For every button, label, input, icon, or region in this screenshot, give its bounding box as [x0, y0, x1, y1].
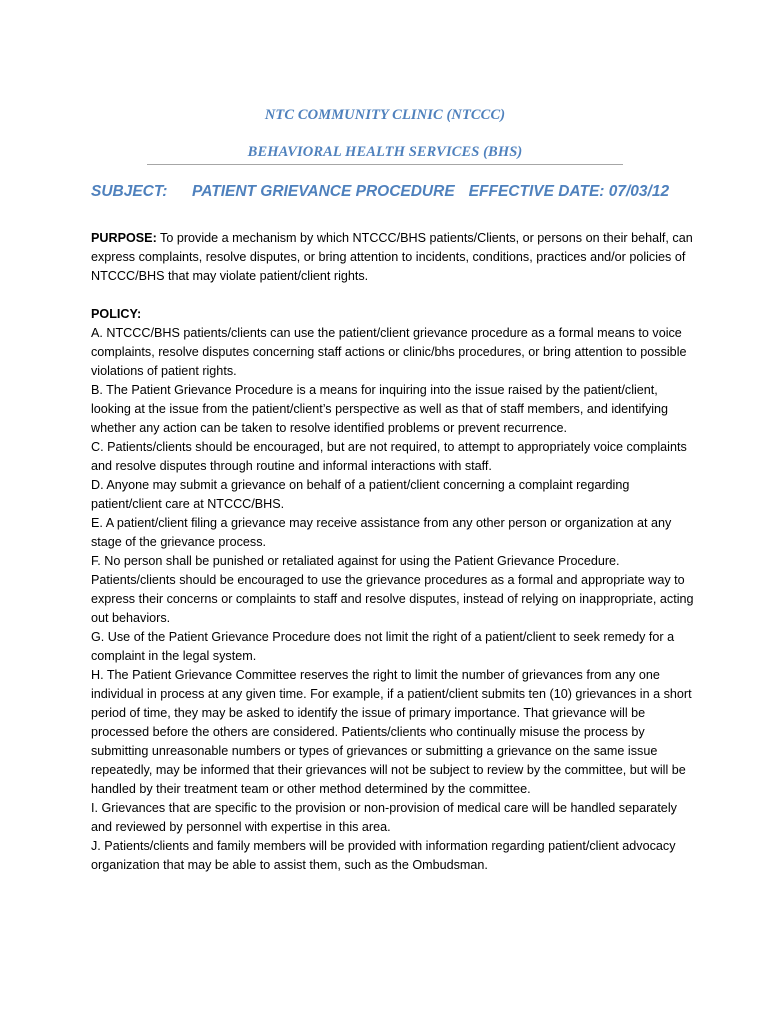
policy-section — [91, 305, 696, 875]
purpose-paragraph — [91, 229, 696, 286]
purpose-text: To provide a mechanism by which NTCCC/BHS patients/Clients, or persons on their behalf, can express complaints, resolve disputes, or bring attention to incidents, conditions, practices and/or policies of NTCCC/BHS that may violate patient/client rights. — [91, 231, 693, 283]
subject-label: SUBJECT: — [91, 183, 168, 200]
policy-item-b: B. The Patient Grievance Procedure is a means for inquiring into the issue raised by the patient/client, looking at the issue from the patient/client’s perspective as well as that of staff members, and identifying whether any action can be taken to resolve identified problems or prevent recurrence. — [91, 383, 669, 435]
policy-item-e: E. A patient/client filing a grievance may receive assistance from any other person or organization at any stage of the grievance process. — [91, 516, 672, 549]
policy-item-d: D. Anyone may submit a grievance on behalf of a patient/client concerning a complaint regarding patient/client care at NTCCC/BHS. — [91, 478, 630, 511]
policy-item-f: F. No person shall be punished or retaliated against for using the Patient Grievance Procedure. Patients/clients should be encouraged to use the grievance procedures as a formal and appropriate way to express their concerns or complaints to staff and resolve disputes, instead of relying on inappropriate, acting out behaviors. — [91, 554, 694, 625]
header-divider — [147, 164, 623, 165]
policy-item-j: J. Patients/clients and family members will be provided with information regarding patient/client advocacy organization that may be able to assist them, such as the Ombudsman. — [91, 839, 676, 872]
effective-date: EFFECTIVE DATE: 07/03/12 — [468, 183, 670, 200]
policy-label: POLICY: — [91, 307, 142, 321]
policy-item-g: G. Use of the Patient Grievance Procedure does not limit the right of a patient/client to seek remedy for a complaint in the legal system. — [91, 630, 675, 663]
policy-item-c: C. Patients/clients should be encouraged, but are not required, to attempt to appropriately voice complaints and resolve disputes through routine and informal interactions with staff. — [91, 440, 687, 473]
purpose-section — [91, 229, 696, 286]
policy-item-i: I. Grievances that are specific to the provision or non-provision of medical care will be handled separately and reviewed by personnel with expertise in this area. — [91, 801, 677, 834]
org-name-heading: NTC COMMUNITY CLINIC (NTCCC) — [264, 107, 506, 123]
department-heading: BEHAVIORAL HEALTH SERVICES (BHS) — [247, 144, 523, 160]
policy-item-a: A. NTCCC/BHS patients/clients can use the patient/client grievance procedure as a formal means to voice complaints, resolve disputes concerning staff actions or clinic/bhs procedures, or bring attention to possible violations of patient rights. — [91, 326, 687, 378]
subject-line — [91, 183, 731, 201]
purpose-label: PURPOSE: — [91, 231, 157, 245]
subject-title: PATIENT GRIEVANCE PROCEDURE — [192, 183, 455, 200]
policy-item-h: H. The Patient Grievance Committee reserves the right to limit the number of grievances from any one individual in process at any given time. For example, if a patient/client submits ten (10) grievances in a short period of time, they may be asked to identify the issue of primary importance. That grievance will be processed before the others are considered. Patients/clients who continually misuse the process by submitting unreasonable numbers or types of grievances or submitting a grievance on the same issue repeatedly, may be informed that their grievances will not be subject to review by the committee, but will be handled by their treatment team or other method determined by the committee. — [91, 668, 692, 796]
